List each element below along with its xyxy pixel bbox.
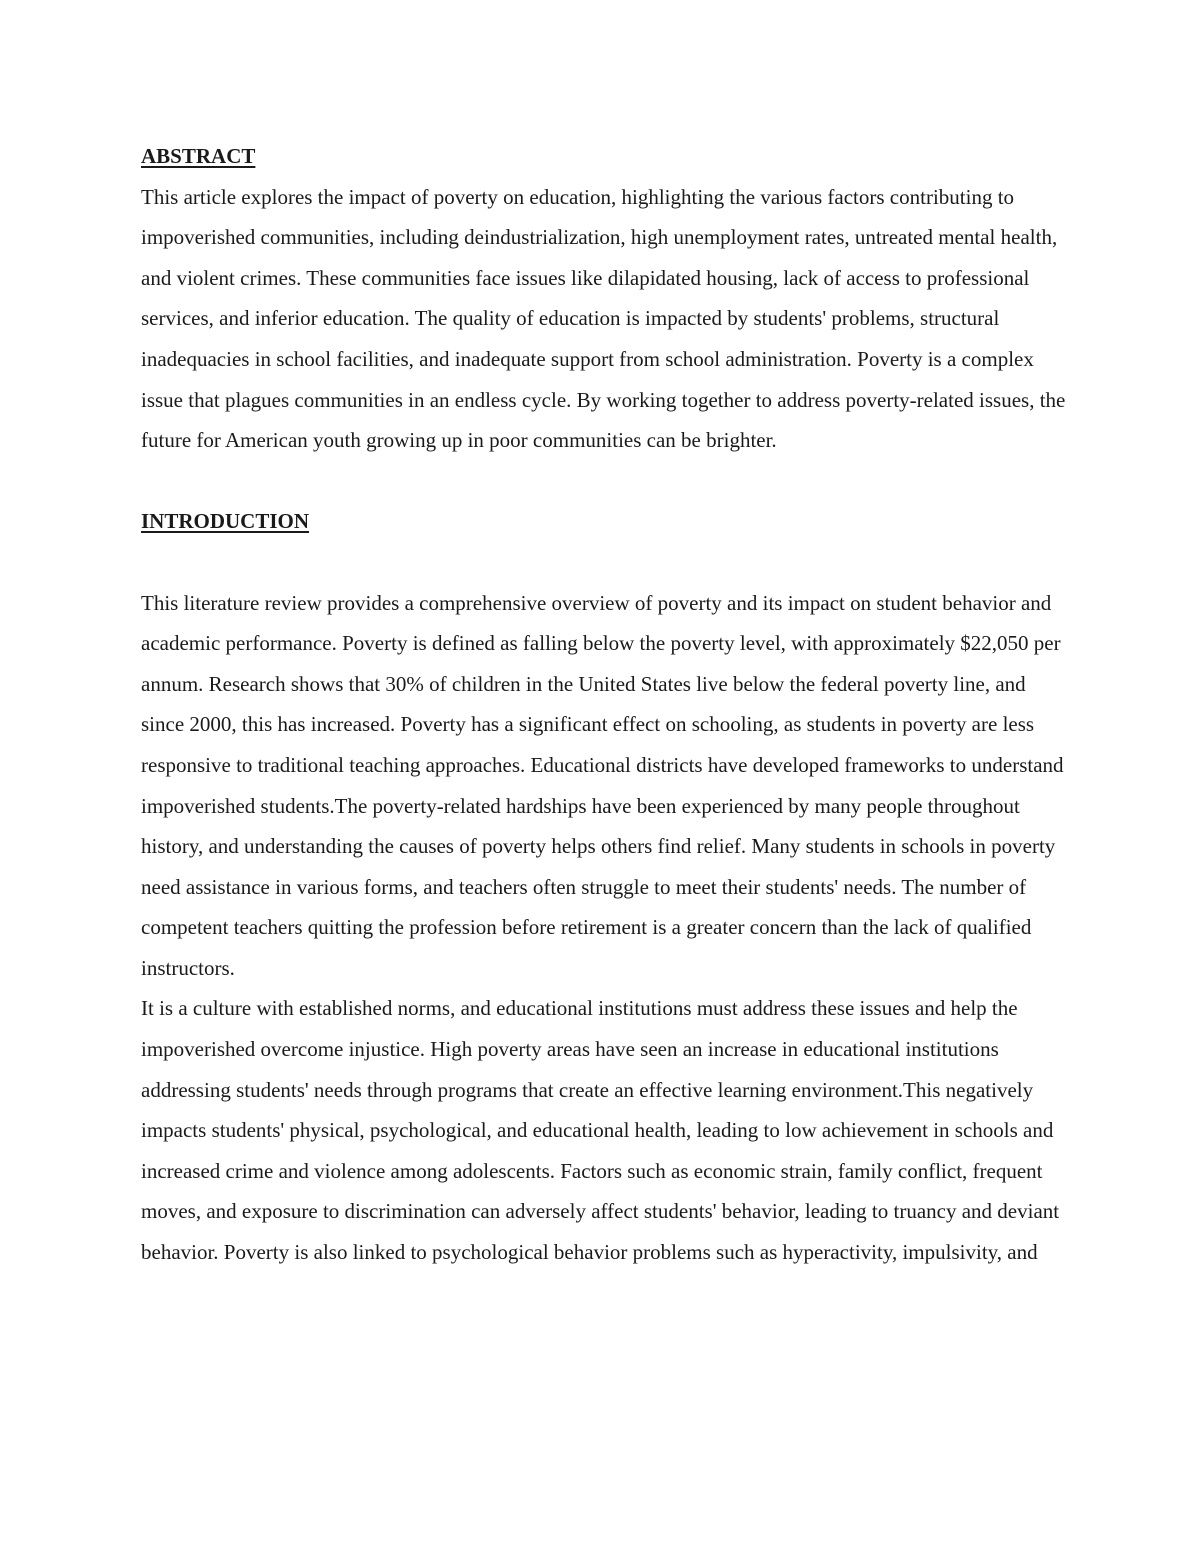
abstract-paragraph: This article explores the impact of poverty on education, highlighting the various factors contributing to impoverished communities, including deindustrialization, high unemployment rates, untreated mental health, and violent crimes. These communities face issues like dilapidated housing, lack of access to professional services, and inferior education. The quality of education is impacted by students' problems, structural inadequacies in school facilities, and inadequate support from school administration. Poverty is a complex issue that plagues communities in an endless cycle. By working together to address poverty-related issues, the future for American youth growing up in poor communities can be brighter. <box>141 184 1066 453</box>
abstract-heading: ABSTRACT <box>141 144 256 168</box>
document-body <box>141 136 1066 1273</box>
section-spacer <box>141 542 1066 583</box>
section-spacer <box>141 461 1066 502</box>
introduction-heading: INTRODUCTION <box>141 509 310 534</box>
introduction-paragraph-2: It is a culture with established norms, and educational institutions must address these issues and help the impoverished overcome injustice. High poverty areas have seen an increase in educational institutions addressing students' needs through programs that create an effective learning environment.This negatively impacts students' physical, psychological, and educational health, leading to low achievement in schools and increased crime and violence among adolescents. Factors such as economic strain, family conflict, frequent moves, and exposure to discrimination can adversely affect students' behavior, leading to truancy and deviant behavior. Poverty is also linked to psychological behavior problems such as hyperactivity, impulsivity, and <box>141 996 1060 1265</box>
introduction-paragraph-1: This literature review provides a comprehensive overview of poverty and its impact on student behavior and academic performance. Poverty is defined as falling below the poverty level, with approximately $22,050 per annum. Research shows that 30% of children in the United States live below the federal poverty line, and since 2000, this has increased. Poverty has a significant effect on schooling, as students in poverty are less responsive to traditional teaching approaches. Educational districts have developed frameworks to understand impoverished students.The poverty-related hardships have been experienced by many people throughout history, and understanding the causes of poverty helps others find relief. Many students in schools in poverty need assistance in various forms, and teachers often struggle to meet their students' needs. The number of competent teachers quitting the profession before retirement is a greater concern than the lack of qualified instructors. <box>141 590 1064 980</box>
